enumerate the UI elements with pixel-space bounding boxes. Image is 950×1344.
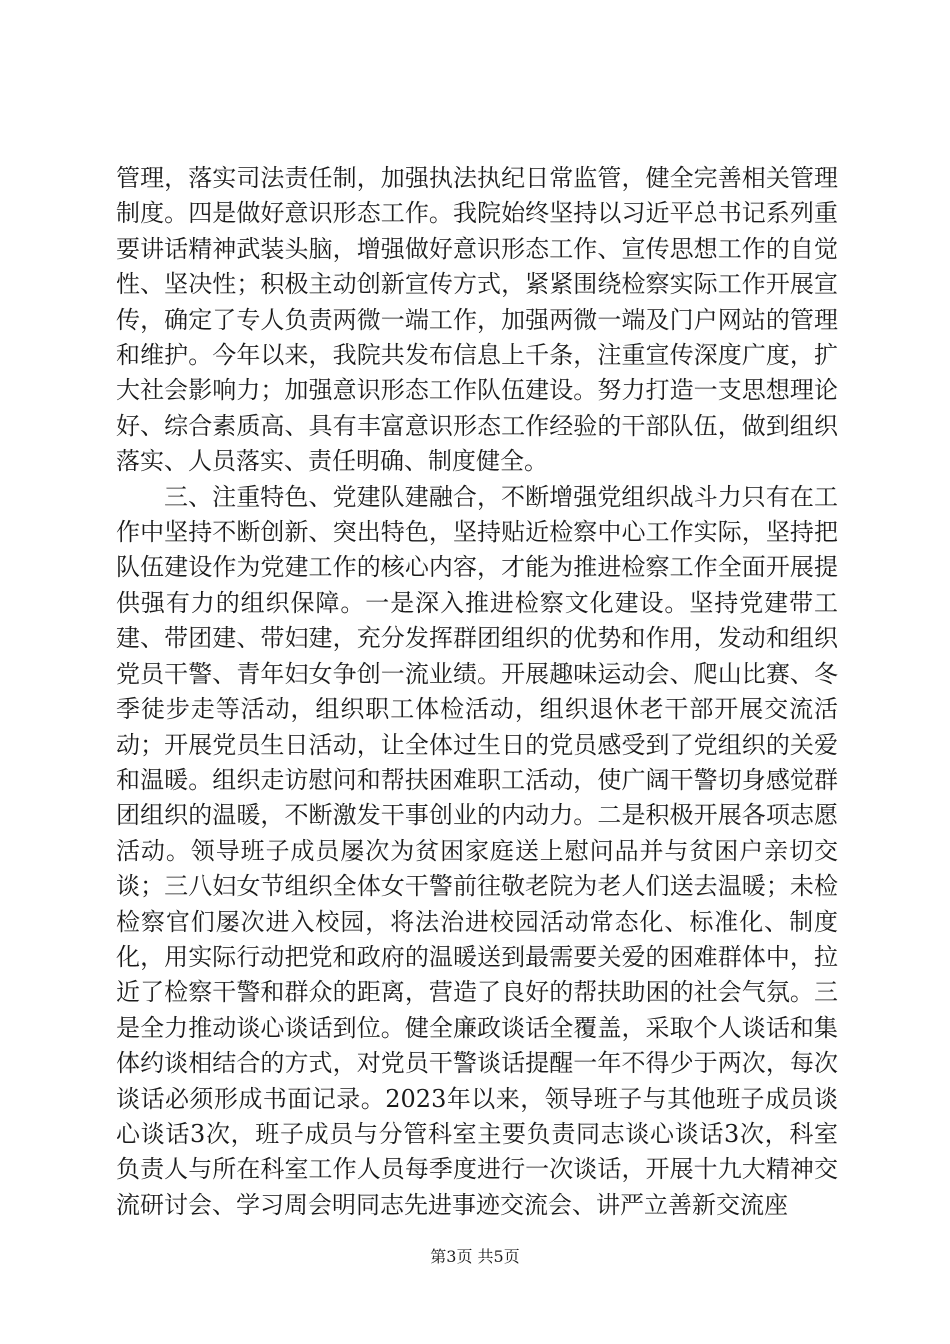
paragraph-continued: 管理，落实司法责任制，加强执法执纪日常监管，健全完善相关管理制度。四是做好意识形态工作。我院始终坚持以习近平总书记系列重要讲话精神武装头脑，增强做好意识形态工作、宣传思想工作的自觉性、坚决性；积极主动创新宣传方式，紧紧围绕检察实际工作开展宣传，确定了专人负责两微一端工作，加强两微一端及门户网站的管理和维护。今年以来，我院共发布信息上千条，注重宣传深度广度，扩大社会影响力；加强意识形态工作队伍建设。努力打造一支思想理论好、综合素质高、具有丰富意识形态工作经验的干部队伍，做到组织落实、人员落实、责任明确、制度健全。	[116, 164, 838, 476]
body-text	[116, 161, 838, 1223]
page-footer: 第3页 共5页	[430, 1247, 520, 1266]
paragraph-section-three: 三、注重特色、党建队建融合，不断增强党组织战斗力只有在工作中坚持不断创新、突出特色，坚持贴近检察中心工作实际，坚持把队伍建设作为党建工作的核心内容，才能为推进检察工作全面开展提供强有力的组织保障。一是深入推进检察文化建设。坚持党建带工建、带团建、带妇建，充分发挥群团组织的优势和作用，发动和组织党员干警、青年妇女争创一流业绩。开展趣味运动会、爬山比赛、冬季徒步走等活动，组织职工体检活动，组织退休老干部开展交流活动；开展党员生日活动，让全体过生日的党员感受到了党组织的关爱和温暖。组织走访慰问和帮扶困难职工活动，使广阔干警切身感觉群团组织的温暖，不断激发干事创业的内动力。二是积极开展各项志愿活动。领导班子成员屡次为贫困家庭送上慰问品并与贫困户亲切交谈；三八妇女节组织全体女干警前往敬老院为老人们送去温暖；未检检察官们屡次进入校园，将法治进校园活动常态化、标准化、制度化，用实际行动把党和政府的温暖送到最需要关爱的困难群体中，拉近了检察干警和群众的距离，营造了良好的帮扶助困的社会气氛。三是全力推动谈心谈话到位。健全廉政谈话全覆盖，采取个人谈话和集体约谈相结合的方式，对党员干警谈话提醒一年不得少于两次，每次谈话必须形成书面记录。2023年以来，领导班子与其他班子成员谈心谈话3次，班子成员与分管科室主要负责同志谈心谈话3次，科室负责人与所在科室工作人员每季度进行一次谈话，开展十九大精神交流研讨会、学习周会明同志先进事迹交流会、讲严立善新交流座	[116, 482, 838, 1219]
